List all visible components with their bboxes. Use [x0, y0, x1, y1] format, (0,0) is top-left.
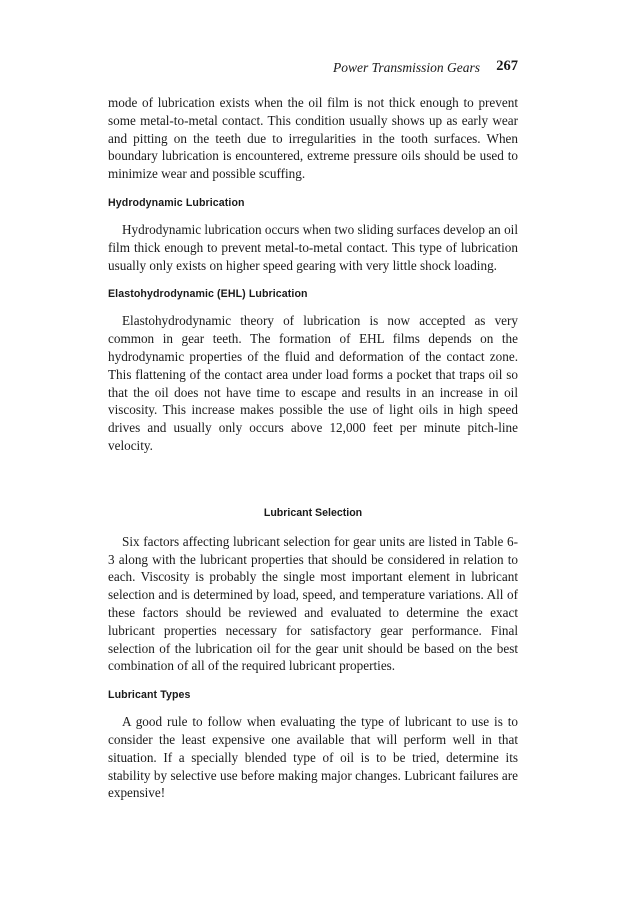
page-number: 267: [496, 58, 518, 74]
running-title: Power Transmission Gears: [332, 60, 480, 75]
lubricant-selection-heading: Lubricant Selection: [263, 506, 363, 519]
lubricant-types-heading: Lubricant Types: [108, 689, 191, 702]
hydrodynamic-paragraph: Hydrodynamic lubrication occurs when two sliding surfaces develop an oil film thick enough to prevent metal-to-metal contact. This type of lubrication usually only exists on higher speed gearing with very little shock loading.: [108, 221, 518, 273]
hydrodynamic-heading: Hydrodynamic Lubrication: [108, 196, 245, 209]
running-header: [108, 58, 518, 80]
book-page: [108, 58, 518, 802]
lubricant-selection-paragraph: Six factors affecting lubricant selection for gear units are listed in Table 6-3 along with the lubricant properties that should be considered in relation to each. Viscosity is probably the single most important element in lubricant selection and is determined by load, speed, and temperature variations. All of these factors should be reviewed and evaluated to determine the exact lubricant properties necessary for satisfactory gear performance. Final selection of the lubrication oil for the gear unit should be based on the best combination of all of the required lubricant properties.: [108, 533, 518, 674]
ehl-heading: Elastohydrodynamic (EHL) Lubrication: [108, 288, 308, 301]
ehl-paragraph: Elastohydrodynamic theory of lubrication is now accepted as very common in gear teeth. The formation of EHL films depends on the hydrodynamic properties of the fluid and deformation of the contact zone. This flattening of the contact area under load forms a pocket that traps oil so that the oil does not have time to escape and results in an increase in oil viscosity. This increase makes possible the use of light oils in high speed drives and usually only occurs above 12,000 feet per minute pitch-line velocity.: [108, 313, 518, 453]
lubricant-types-paragraph: A good rule to follow when evaluating the type of lubricant to use is to consider the least expensive one available that will perform well in that situation. If a specially blended type of oil is to be tried, determine its stability by selective use before making major changes. Lubricant failures are expensive!: [108, 714, 518, 801]
intro-paragraph: mode of lubrication exists when the oil film is not thick enough to prevent some metal-to-metal contact. This condition usually shows up as early wear and pitting on the teeth due to irregularities in the tooth surfaces. When boundary lubrication is encountered, extreme pressure oils should be used to minimize wear and possible scuffing.: [108, 95, 518, 182]
